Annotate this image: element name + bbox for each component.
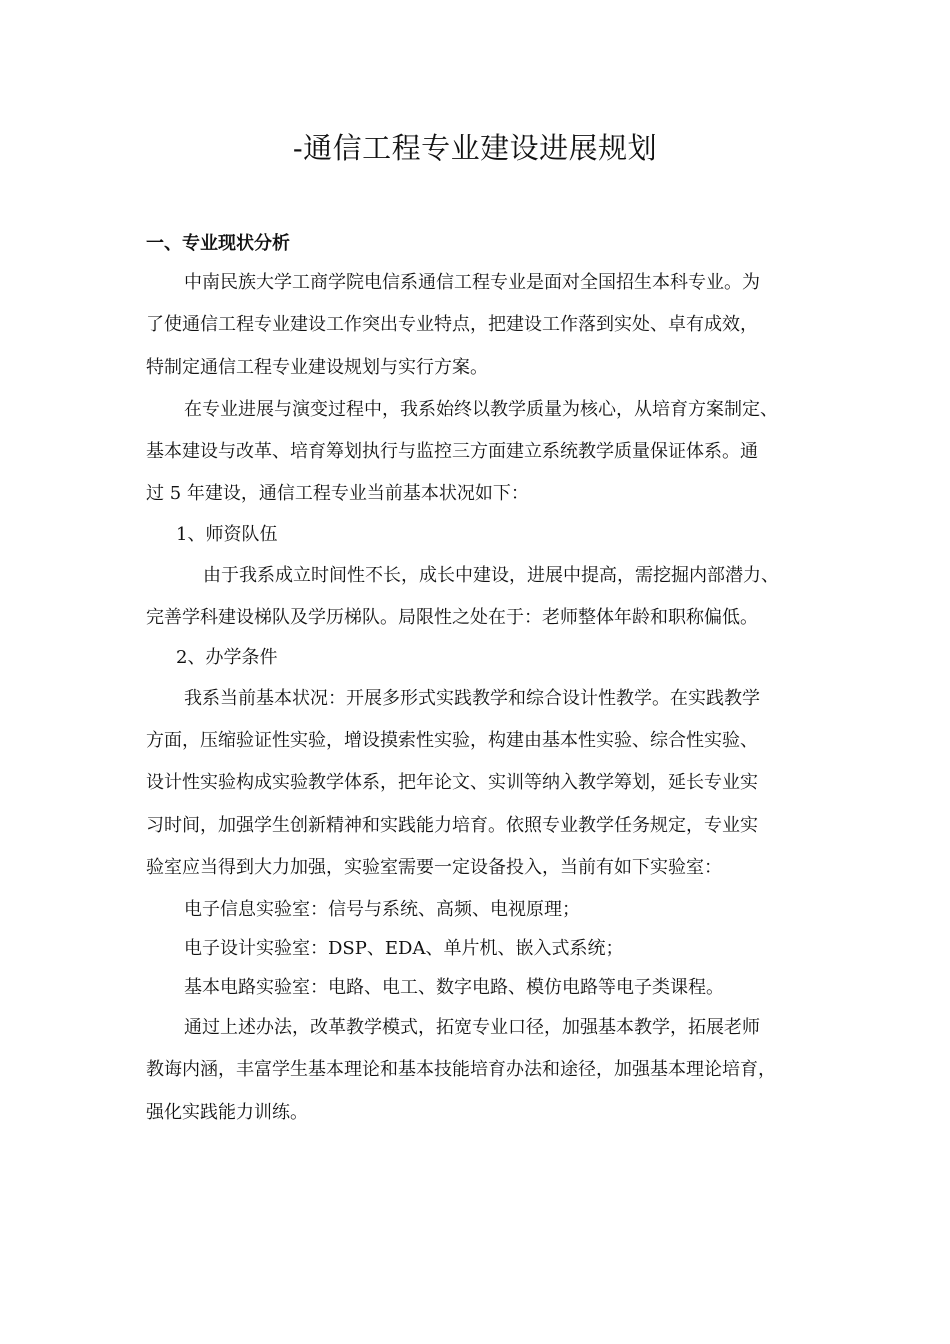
paragraph-line: 了使通信工程专业建设工作突出专业特点，把建设工作落到实处、卓有成效， bbox=[146, 314, 758, 335]
paragraph-line: 验室应当得到大力加强，实验室需要一定设备投入，当前有如下实验室： bbox=[146, 857, 722, 878]
paragraph-line: 教诲内涵，丰富学生基本理论和基本技能培育办法和途径，加强基本理论培育， bbox=[146, 1059, 776, 1080]
section-heading: 一、专业现状分析 bbox=[146, 233, 290, 254]
document-title: -通信工程专业建设进展规划 bbox=[292, 131, 658, 165]
lab-list-item: 电子设计实验室：DSP、EDA、单片机、嵌入式系统； bbox=[184, 938, 624, 959]
paragraph-line: 强化实践能力训练。 bbox=[146, 1102, 308, 1123]
paragraph-line: 基本建设与改革、培育筹划执行与监控三方面建立系统教学质量保证体系。通 bbox=[146, 441, 758, 462]
paragraph-line: 方面，压缩验证性实验，增设摸索性实验，构建由基本性实验、综合性实验、 bbox=[146, 730, 758, 751]
paragraph-line: 中南民族大学工商学院电信系通信工程专业是面对全国招生本科专业。为 bbox=[184, 272, 760, 293]
paragraph-line: 过 5 年建设，通信工程专业当前基本状况如下： bbox=[146, 483, 529, 504]
paragraph-line: 由于我系成立时间性不长，成长中建设，进展中提高，需挖掘内部潜力、 bbox=[203, 565, 779, 586]
subsection-heading: 2、办学条件 bbox=[176, 647, 278, 668]
paragraph-line: 通过上述办法，改革教学模式，拓宽专业口径，加强基本教学，拓展老师 bbox=[184, 1017, 760, 1038]
lab-list-item: 电子信息实验室：信号与系统、高频、电视原理； bbox=[184, 899, 580, 920]
paragraph-line: 我系当前基本状况：开展多形式实践教学和综合设计性教学。在实践教学 bbox=[184, 688, 760, 709]
paragraph-line: 完善学科建设梯队及学历梯队。局限性之处在于：老师整体年龄和职称偏低。 bbox=[146, 607, 758, 628]
paragraph-line: 设计性实验构成实验教学体系，把年论文、实训等纳入教学筹划，延长专业实 bbox=[146, 772, 758, 793]
paragraph-line: 在专业进展与演变过程中，我系始终以教学质量为核心，从培育方案制定、 bbox=[184, 399, 778, 420]
subsection-heading: 1、师资队伍 bbox=[176, 524, 278, 545]
lab-list-item: 基本电路实验室：电路、电工、数字电路、模仿电路等电子类课程。 bbox=[184, 977, 724, 998]
paragraph-line: 习时间，加强学生创新精神和实践能力培育。依照专业教学任务规定，专业实 bbox=[146, 815, 758, 836]
paragraph-line: 特制定通信工程专业建设规划与实行方案。 bbox=[146, 357, 488, 378]
